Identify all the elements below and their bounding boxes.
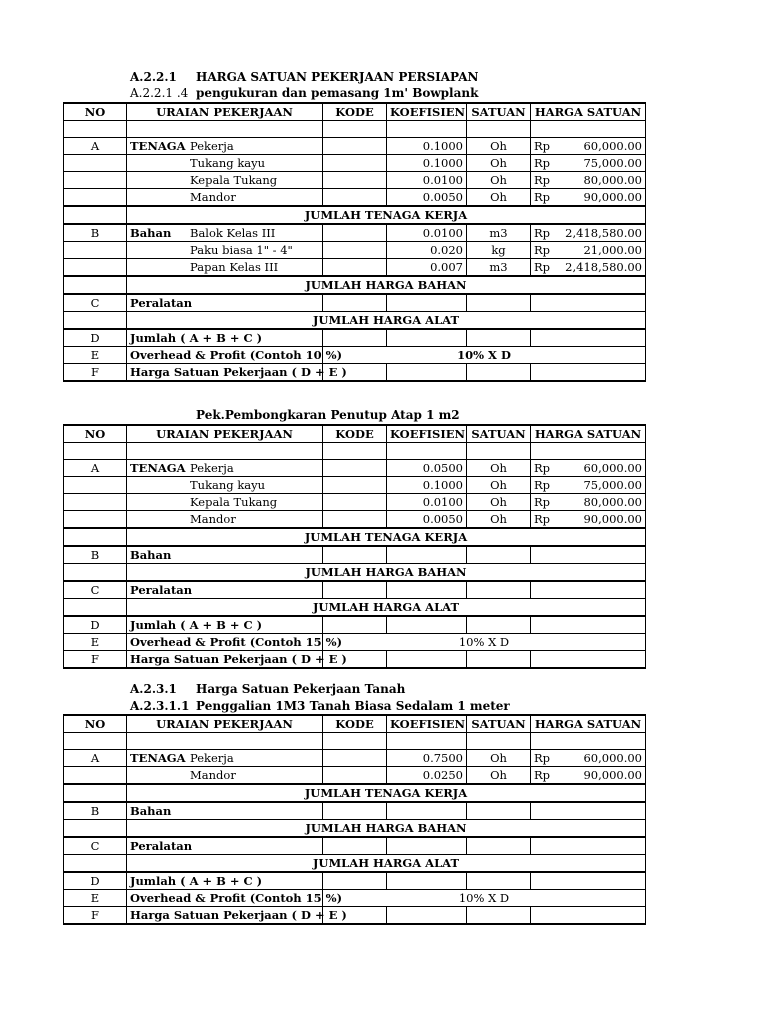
table-pembongkaran <box>63 424 646 669</box>
header-koefisien: KOEFISIEN <box>387 103 467 121</box>
currency-label: Rp <box>534 226 551 240</box>
section1-subtitle: pengukuran dan pemasang 1m' Bowplank <box>196 86 479 100</box>
item-name: Mandor <box>190 768 236 782</box>
header-kode: KODE <box>323 425 387 443</box>
row-no: E <box>64 634 127 651</box>
harga-satuan-label: Harga Satuan Pekerjaan ( D + E ) <box>127 907 323 925</box>
item-satuan: Oh <box>467 138 531 155</box>
table-header-row <box>64 103 646 121</box>
table-row <box>64 138 646 155</box>
section3-subtitle: Penggalian 1M3 Tanah Biasa Sedalam 1 meter <box>196 699 510 713</box>
currency-label: Rp <box>534 260 551 274</box>
item-harga: 75,000.00 <box>583 478 642 492</box>
header-kode: KODE <box>323 715 387 733</box>
section2-title: Pek.Pembongkaran Penutup Atap 1 m2 <box>196 408 460 422</box>
table-row <box>64 651 646 669</box>
section1-title: HARGA SATUAN PEKERJAAN PERSIAPAN <box>196 70 479 84</box>
overhead-formula: 10% X D <box>323 634 646 651</box>
row-no: A <box>64 750 127 767</box>
table-row <box>64 259 646 277</box>
table-row <box>64 224 646 242</box>
table-row <box>64 890 646 907</box>
jumlah-tenaga-kerja: JUMLAH TENAGA KERJA <box>127 784 646 802</box>
item-koef: 0.0100 <box>387 494 467 511</box>
table-row <box>64 155 646 172</box>
subtotal-row <box>64 312 646 330</box>
jumlah-abc-label: Jumlah ( A + B + C ) <box>127 329 323 347</box>
currency-label: Rp <box>534 768 551 782</box>
item-satuan: Oh <box>467 750 531 767</box>
header-harga-satuan: HARGA SATUAN <box>531 715 646 733</box>
jumlah-harga-alat: JUMLAH HARGA ALAT <box>127 312 646 330</box>
table-row <box>64 242 646 259</box>
item-satuan: Oh <box>467 460 531 477</box>
header-harga-satuan: HARGA SATUAN <box>531 103 646 121</box>
item-koef: 0.007 <box>387 259 467 277</box>
currency-label: Rp <box>534 495 551 509</box>
row-no: B <box>64 802 127 820</box>
header-no: NO <box>64 103 127 121</box>
item-harga: 80,000.00 <box>583 495 642 509</box>
header-uraian: URAIAN PEKERJAAN <box>127 715 323 733</box>
subtotal-row <box>64 855 646 873</box>
table-row <box>64 460 646 477</box>
row-no: E <box>64 347 127 364</box>
section3-subcode: A.2.3.1.1 <box>130 699 190 713</box>
table-row <box>64 329 646 347</box>
row-no: D <box>64 616 127 634</box>
item-koef: 0.1000 <box>387 155 467 172</box>
row-no: D <box>64 872 127 890</box>
item-satuan: Oh <box>467 189 531 207</box>
item-name: Tukang kayu <box>190 156 266 170</box>
harga-satuan-label: Harga Satuan Pekerjaan ( D + E ) <box>127 364 323 382</box>
overhead-label: Overhead & Profit (Contoh 10 %) <box>127 347 323 364</box>
item-harga: 60,000.00 <box>583 139 642 153</box>
item-harga: 60,000.00 <box>583 461 642 475</box>
header-no: NO <box>64 715 127 733</box>
table-row <box>64 750 646 767</box>
subtotal-row <box>64 784 646 802</box>
section1-heading <box>130 70 479 84</box>
item-harga: 80,000.00 <box>583 173 642 187</box>
item-harga: 2,418,580.00 <box>565 260 642 274</box>
item-name: Pekerja <box>190 751 234 765</box>
table-row <box>64 634 646 651</box>
table-row <box>64 477 646 494</box>
table-row <box>64 294 646 312</box>
section3-heading <box>130 682 405 696</box>
jumlah-harga-bahan: JUMLAH HARGA BAHAN <box>127 820 646 838</box>
table-row <box>64 802 646 820</box>
item-satuan: Oh <box>467 767 531 785</box>
header-satuan: SATUAN <box>467 103 531 121</box>
row-no: C <box>64 581 127 599</box>
overhead-formula: 10% X D <box>323 890 646 907</box>
tenaga-label: TENAGA <box>130 139 186 153</box>
table-row <box>64 872 646 890</box>
item-koef: 0.0050 <box>387 189 467 207</box>
table-row <box>64 511 646 529</box>
item-name: Pekerja <box>190 139 234 153</box>
item-satuan: Oh <box>467 477 531 494</box>
jumlah-abc-label: Jumlah ( A + B + C ) <box>127 616 323 634</box>
table-tanah <box>63 714 646 925</box>
overhead-label: Overhead & Profit (Contoh 15 %) <box>127 890 323 907</box>
currency-label: Rp <box>534 139 551 153</box>
table-row <box>64 443 646 460</box>
overhead-formula: 10% X D <box>323 347 646 364</box>
currency-label: Rp <box>534 243 551 257</box>
table-row <box>64 347 646 364</box>
table-row <box>64 616 646 634</box>
header-no: NO <box>64 425 127 443</box>
jumlah-harga-alat: JUMLAH HARGA ALAT <box>127 599 646 617</box>
bahan-label: Bahan <box>130 226 172 240</box>
item-harga: 75,000.00 <box>583 156 642 170</box>
header-harga-satuan: HARGA SATUAN <box>531 425 646 443</box>
jumlah-harga-bahan: JUMLAH HARGA BAHAN <box>127 276 646 294</box>
subtotal-row <box>64 206 646 224</box>
item-name: Tukang kayu <box>190 478 266 492</box>
item-harga: 60,000.00 <box>583 751 642 765</box>
item-satuan: Oh <box>467 494 531 511</box>
item-satuan: m3 <box>467 259 531 277</box>
subtotal-row <box>64 276 646 294</box>
item-name: Balok Kelas III <box>190 226 276 240</box>
item-koef: 0.0100 <box>387 224 467 242</box>
row-no: F <box>64 364 127 382</box>
item-koef: 0.0500 <box>387 460 467 477</box>
item-harga: 21,000.00 <box>583 243 642 257</box>
table-row <box>64 733 646 750</box>
row-no: C <box>64 837 127 855</box>
section3-title: Harga Satuan Pekerjaan Tanah <box>196 682 406 696</box>
currency-label: Rp <box>534 512 551 526</box>
item-harga: 90,000.00 <box>583 512 642 526</box>
jumlah-tenaga-kerja: JUMLAH TENAGA KERJA <box>127 206 646 224</box>
item-harga: 90,000.00 <box>583 190 642 204</box>
item-koef: 0.0100 <box>387 172 467 189</box>
table-row <box>64 189 646 207</box>
row-no: B <box>64 224 127 242</box>
peralatan-label: Peralatan <box>127 581 323 599</box>
item-koef: 0.0050 <box>387 511 467 529</box>
peralatan-label: Peralatan <box>127 294 323 312</box>
row-no: D <box>64 329 127 347</box>
row-no: A <box>64 138 127 155</box>
header-satuan: SATUAN <box>467 715 531 733</box>
item-satuan: kg <box>467 242 531 259</box>
header-koefisien: KOEFISIEN <box>387 715 467 733</box>
item-satuan: Oh <box>467 172 531 189</box>
subtotal-row <box>64 820 646 838</box>
item-satuan: Oh <box>467 155 531 172</box>
table-header-row <box>64 425 646 443</box>
section1-code: A.2.2.1 <box>130 70 177 84</box>
item-name: Mandor <box>190 512 236 526</box>
jumlah-harga-alat: JUMLAH HARGA ALAT <box>127 855 646 873</box>
table-row <box>64 767 646 785</box>
currency-label: Rp <box>534 461 551 475</box>
section1-subcode: A.2.2.1 .4 <box>130 86 189 100</box>
item-name: Papan Kelas III <box>190 260 279 274</box>
currency-label: Rp <box>534 751 551 765</box>
jumlah-abc-label: Jumlah ( A + B + C ) <box>127 872 323 890</box>
item-koef: 0.1000 <box>387 477 467 494</box>
table-row <box>64 121 646 138</box>
header-uraian: URAIAN PEKERJAAN <box>127 425 323 443</box>
row-no: B <box>64 546 127 564</box>
currency-label: Rp <box>534 173 551 187</box>
item-koef: 0.020 <box>387 242 467 259</box>
header-koefisien: KOEFISIEN <box>387 425 467 443</box>
item-name: Paku biasa 1" - 4" <box>190 243 293 257</box>
header-kode: KODE <box>323 103 387 121</box>
row-no: E <box>64 890 127 907</box>
subtotal-row <box>64 528 646 546</box>
row-no: C <box>64 294 127 312</box>
jumlah-tenaga-kerja: JUMLAH TENAGA KERJA <box>127 528 646 546</box>
item-koef: 0.7500 <box>387 750 467 767</box>
table-row <box>64 837 646 855</box>
row-no: A <box>64 460 127 477</box>
harga-satuan-label: Harga Satuan Pekerjaan ( D + E ) <box>127 651 323 669</box>
table-header-row <box>64 715 646 733</box>
table-row <box>64 546 646 564</box>
item-harga: 90,000.00 <box>583 768 642 782</box>
section3-code: A.2.3.1 <box>130 682 177 696</box>
item-name: Kepala Tukang <box>190 495 278 509</box>
bahan-label: Bahan <box>127 546 323 564</box>
table-row <box>64 172 646 189</box>
item-koef: 0.0250 <box>387 767 467 785</box>
table-row <box>64 907 646 925</box>
table-row <box>64 364 646 382</box>
header-satuan: SATUAN <box>467 425 531 443</box>
overhead-label: Overhead & Profit (Contoh 15 %) <box>127 634 323 651</box>
item-name: Kepala Tukang <box>190 173 278 187</box>
item-name: Pekerja <box>190 461 234 475</box>
row-no: F <box>64 907 127 925</box>
subtotal-row <box>64 564 646 582</box>
table-persiapan <box>63 102 646 382</box>
section3-subheading <box>130 699 510 713</box>
jumlah-harga-bahan: JUMLAH HARGA BAHAN <box>127 564 646 582</box>
bahan-label: Bahan <box>127 802 323 820</box>
tenaga-label: TENAGA <box>130 751 186 765</box>
item-koef: 0.1000 <box>387 138 467 155</box>
item-name: Mandor <box>190 190 236 204</box>
section1-subheading <box>130 86 478 100</box>
tenaga-label: TENAGA <box>130 461 186 475</box>
item-satuan: Oh <box>467 511 531 529</box>
table-row <box>64 494 646 511</box>
subtotal-row <box>64 599 646 617</box>
table-row <box>64 581 646 599</box>
item-satuan: m3 <box>467 224 531 242</box>
row-no: F <box>64 651 127 669</box>
item-harga: 2,418,580.00 <box>565 226 642 240</box>
header-uraian: URAIAN PEKERJAAN <box>127 103 323 121</box>
currency-label: Rp <box>534 156 551 170</box>
currency-label: Rp <box>534 190 551 204</box>
peralatan-label: Peralatan <box>127 837 323 855</box>
currency-label: Rp <box>534 478 551 492</box>
